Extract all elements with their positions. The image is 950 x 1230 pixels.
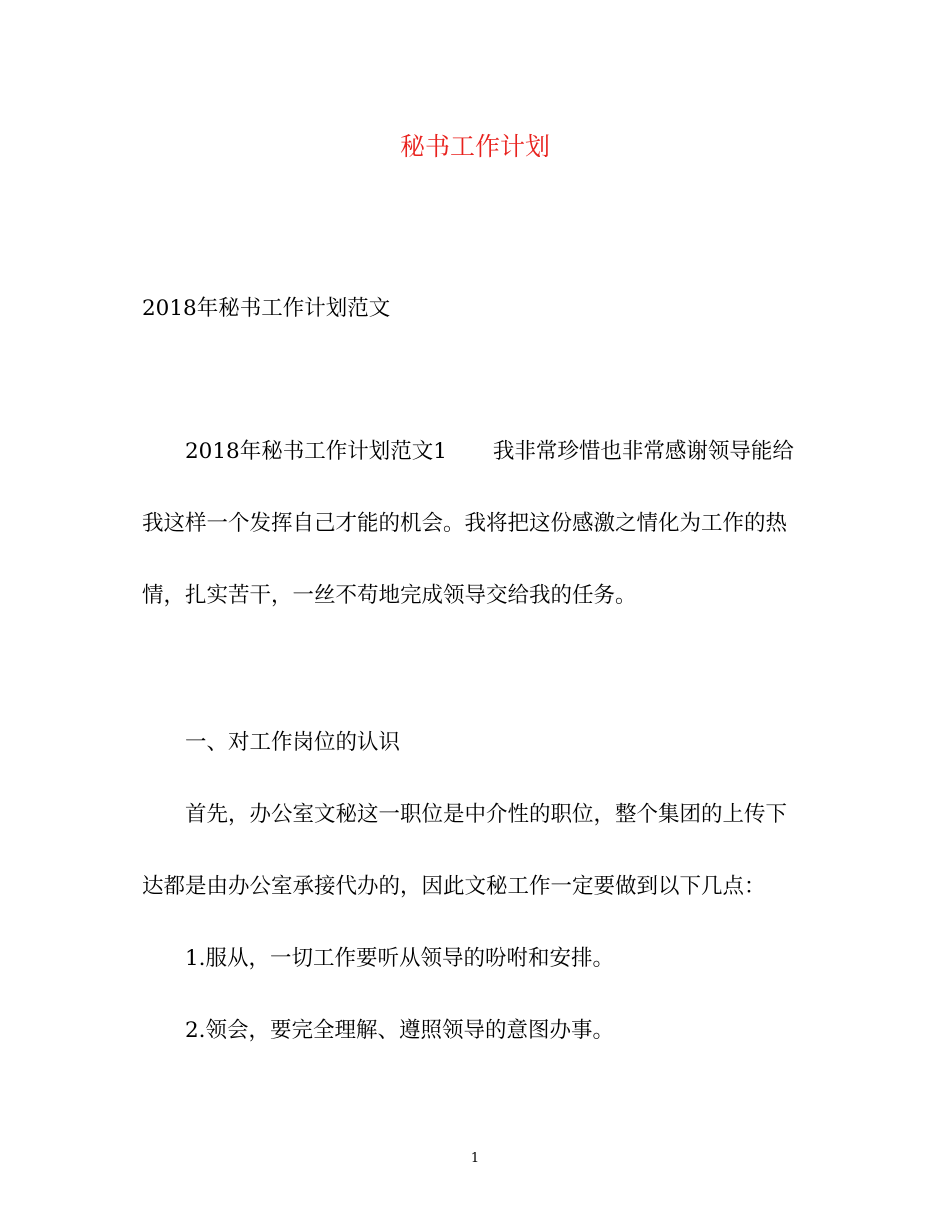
section-1-paragraph-line-2: 达都是由办公室承接代办的，因此文秘工作一定要做到以下几点： xyxy=(142,874,766,899)
document-subtitle: 2018年秘书工作计划范文 xyxy=(142,296,391,321)
intro-heading: 2018年秘书工作计划范文1 xyxy=(185,439,447,464)
list-item-2: 2.领会，要完全理解、遵照领导的意图办事。 xyxy=(185,1018,615,1043)
document-title: 秘书工作计划 xyxy=(399,132,550,161)
intro-line-1-text: 我非常珍惜也非常感谢领导能给 xyxy=(492,439,794,464)
list-item-1: 1.服从，一切工作要听从领导的吩咐和安排。 xyxy=(185,946,615,971)
section-1-heading: 一、对工作岗位的认识 xyxy=(185,730,401,755)
intro-line-1 xyxy=(185,437,851,467)
intro-line-3: 情，扎实苦干，一丝不苟地完成领导交给我的任务。 xyxy=(142,583,637,608)
section-1-paragraph-line-1: 首先，办公室文秘这一职位是中介性的职位，整个集团的上传下 xyxy=(185,802,788,827)
page-number: 1 xyxy=(470,1151,480,1166)
intro-line-2: 我这样一个发挥自己才能的机会。我将把这份感激之情化为工作的热 xyxy=(142,511,788,536)
